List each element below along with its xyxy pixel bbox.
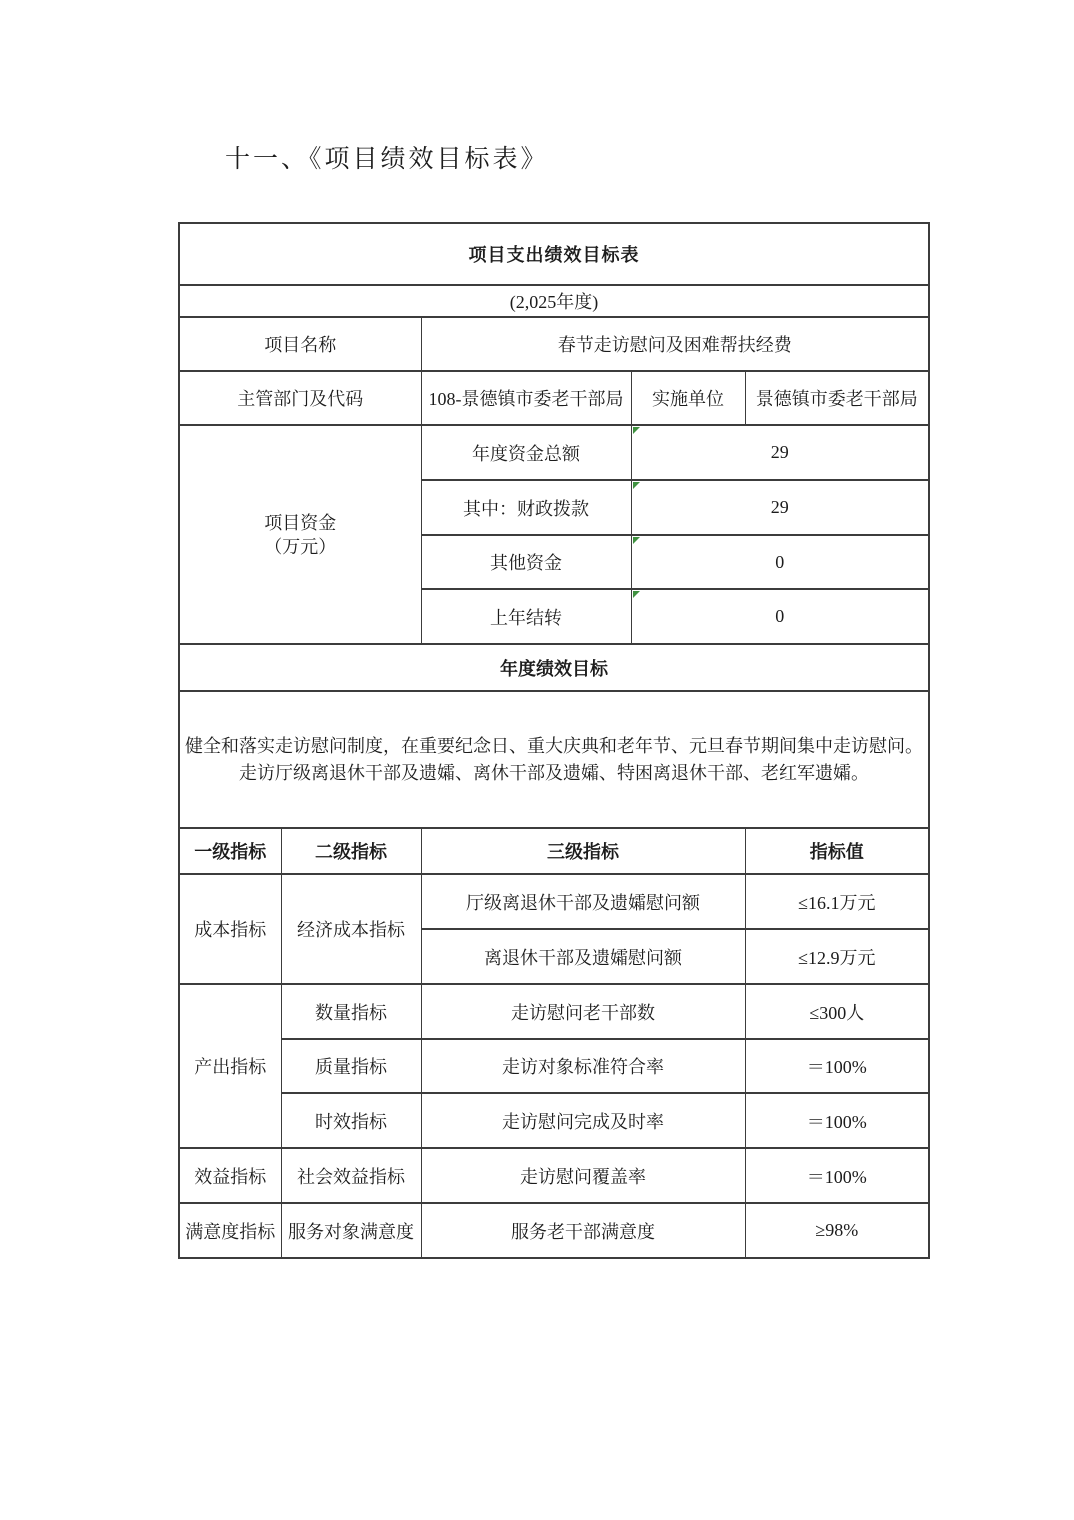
indicator-header-level3: 三级指标: [421, 828, 745, 874]
funding-row-name: 其中：财政拨款: [421, 480, 631, 535]
indicator-value: ＝100%: [745, 1148, 929, 1203]
impl-unit-value: 景德镇市委老干部局: [745, 371, 929, 425]
funding-value-text: 0: [775, 551, 785, 572]
table-row: [179, 984, 929, 1039]
indicator-level2: 经济成本指标: [281, 874, 421, 984]
impl-unit-label: 实施单位: [631, 371, 745, 425]
table-row: [179, 223, 929, 285]
funding-row-name: 年度资金总额: [421, 425, 631, 480]
table-row: [179, 644, 929, 691]
table-year: (2,025年度): [179, 285, 929, 317]
funding-row-value: [631, 535, 929, 589]
funding-row-value: [631, 589, 929, 644]
funding-value-text: 29: [770, 497, 789, 517]
table-row: [179, 425, 929, 480]
indicator-value: ＝100%: [745, 1039, 929, 1093]
funding-label-line1: 项目资金: [264, 512, 337, 533]
indicator-level1: 成本指标: [179, 874, 281, 984]
indicator-header-level1: 一级指标: [179, 828, 281, 874]
funding-value-text: 29: [770, 442, 789, 462]
table-row: [179, 1093, 929, 1148]
project-name-value: 春节走访慰问及困难帮扶经费: [421, 317, 929, 371]
indicator-level1: 效益指标: [179, 1148, 281, 1203]
indicator-level2: 质量指标: [281, 1039, 421, 1093]
table-row: [179, 1039, 929, 1093]
table-title: 项目支出绩效目标表: [179, 223, 929, 285]
indicator-header-level2: 二级指标: [281, 828, 421, 874]
table-row: [179, 828, 929, 874]
funding-row-value: [631, 425, 929, 480]
table-row: [179, 285, 929, 317]
green-triangle-icon: [633, 482, 640, 489]
project-name-label: 项目名称: [179, 317, 421, 371]
indicator-level3: 离退休干部及遗孀慰问额: [421, 929, 745, 984]
indicator-level2: 数量指标: [281, 984, 421, 1039]
indicator-level2: 时效指标: [281, 1093, 421, 1148]
performance-target-table: [178, 222, 930, 1259]
green-triangle-icon: [633, 537, 640, 544]
indicator-level3: 走访慰问覆盖率: [421, 1148, 745, 1203]
indicator-level3: 走访慰问完成及时率: [421, 1093, 745, 1148]
indicator-level1: 产出指标: [179, 984, 281, 1148]
indicator-level2: 服务对象满意度: [281, 1203, 421, 1258]
funding-row-name: 上年结转: [421, 589, 631, 644]
page-title: 十一、《项目绩效目标表》: [225, 146, 549, 173]
green-triangle-icon: [633, 427, 640, 434]
table-row: [179, 1203, 929, 1258]
indicator-level3: 走访慰问老干部数: [421, 984, 745, 1039]
indicator-value: ≤16.1万元: [745, 874, 929, 929]
table-row: [179, 317, 929, 371]
department-label: 主管部门及代码: [179, 371, 421, 425]
indicator-level3: 厅级离退休干部及遗孀慰问额: [421, 874, 745, 929]
indicator-value: ≥98%: [745, 1203, 929, 1258]
indicator-value: ＝100%: [745, 1093, 929, 1148]
funding-label: [179, 425, 421, 644]
indicator-level1: 满意度指标: [179, 1203, 281, 1258]
indicator-value: ≤12.9万元: [745, 929, 929, 984]
annual-goal-line1: 健全和落实走访慰问制度，在重要纪念日、重大庆典和老年节、元旦春节期间集中走访慰问。: [185, 735, 924, 756]
indicator-level2: 社会效益指标: [281, 1148, 421, 1203]
funding-label-line2: （万元）: [264, 536, 337, 557]
table-row: [179, 371, 929, 425]
indicator-value: ≤300人: [745, 984, 929, 1039]
green-triangle-icon: [633, 591, 640, 598]
funding-value-text: 0: [775, 606, 785, 626]
table-row: [179, 874, 929, 929]
annual-goal-header: 年度绩效目标: [179, 644, 929, 691]
funding-row-name: 其他资金: [421, 535, 631, 589]
indicator-level3: 走访对象标准符合率: [421, 1039, 745, 1093]
annual-goal-line2: 走访厅级离退休干部及遗孀、离休干部及遗孀、特困离退休干部、老红军遗孀。: [239, 762, 870, 783]
annual-goal-text: [179, 691, 929, 828]
indicator-header-value: 指标值: [745, 828, 929, 874]
indicator-level3: 服务老干部满意度: [421, 1203, 745, 1258]
table-row: [179, 1148, 929, 1203]
funding-row-value: [631, 480, 929, 535]
department-code-value: 108-景德镇市委老干部局: [421, 371, 631, 425]
table-row: [179, 691, 929, 828]
